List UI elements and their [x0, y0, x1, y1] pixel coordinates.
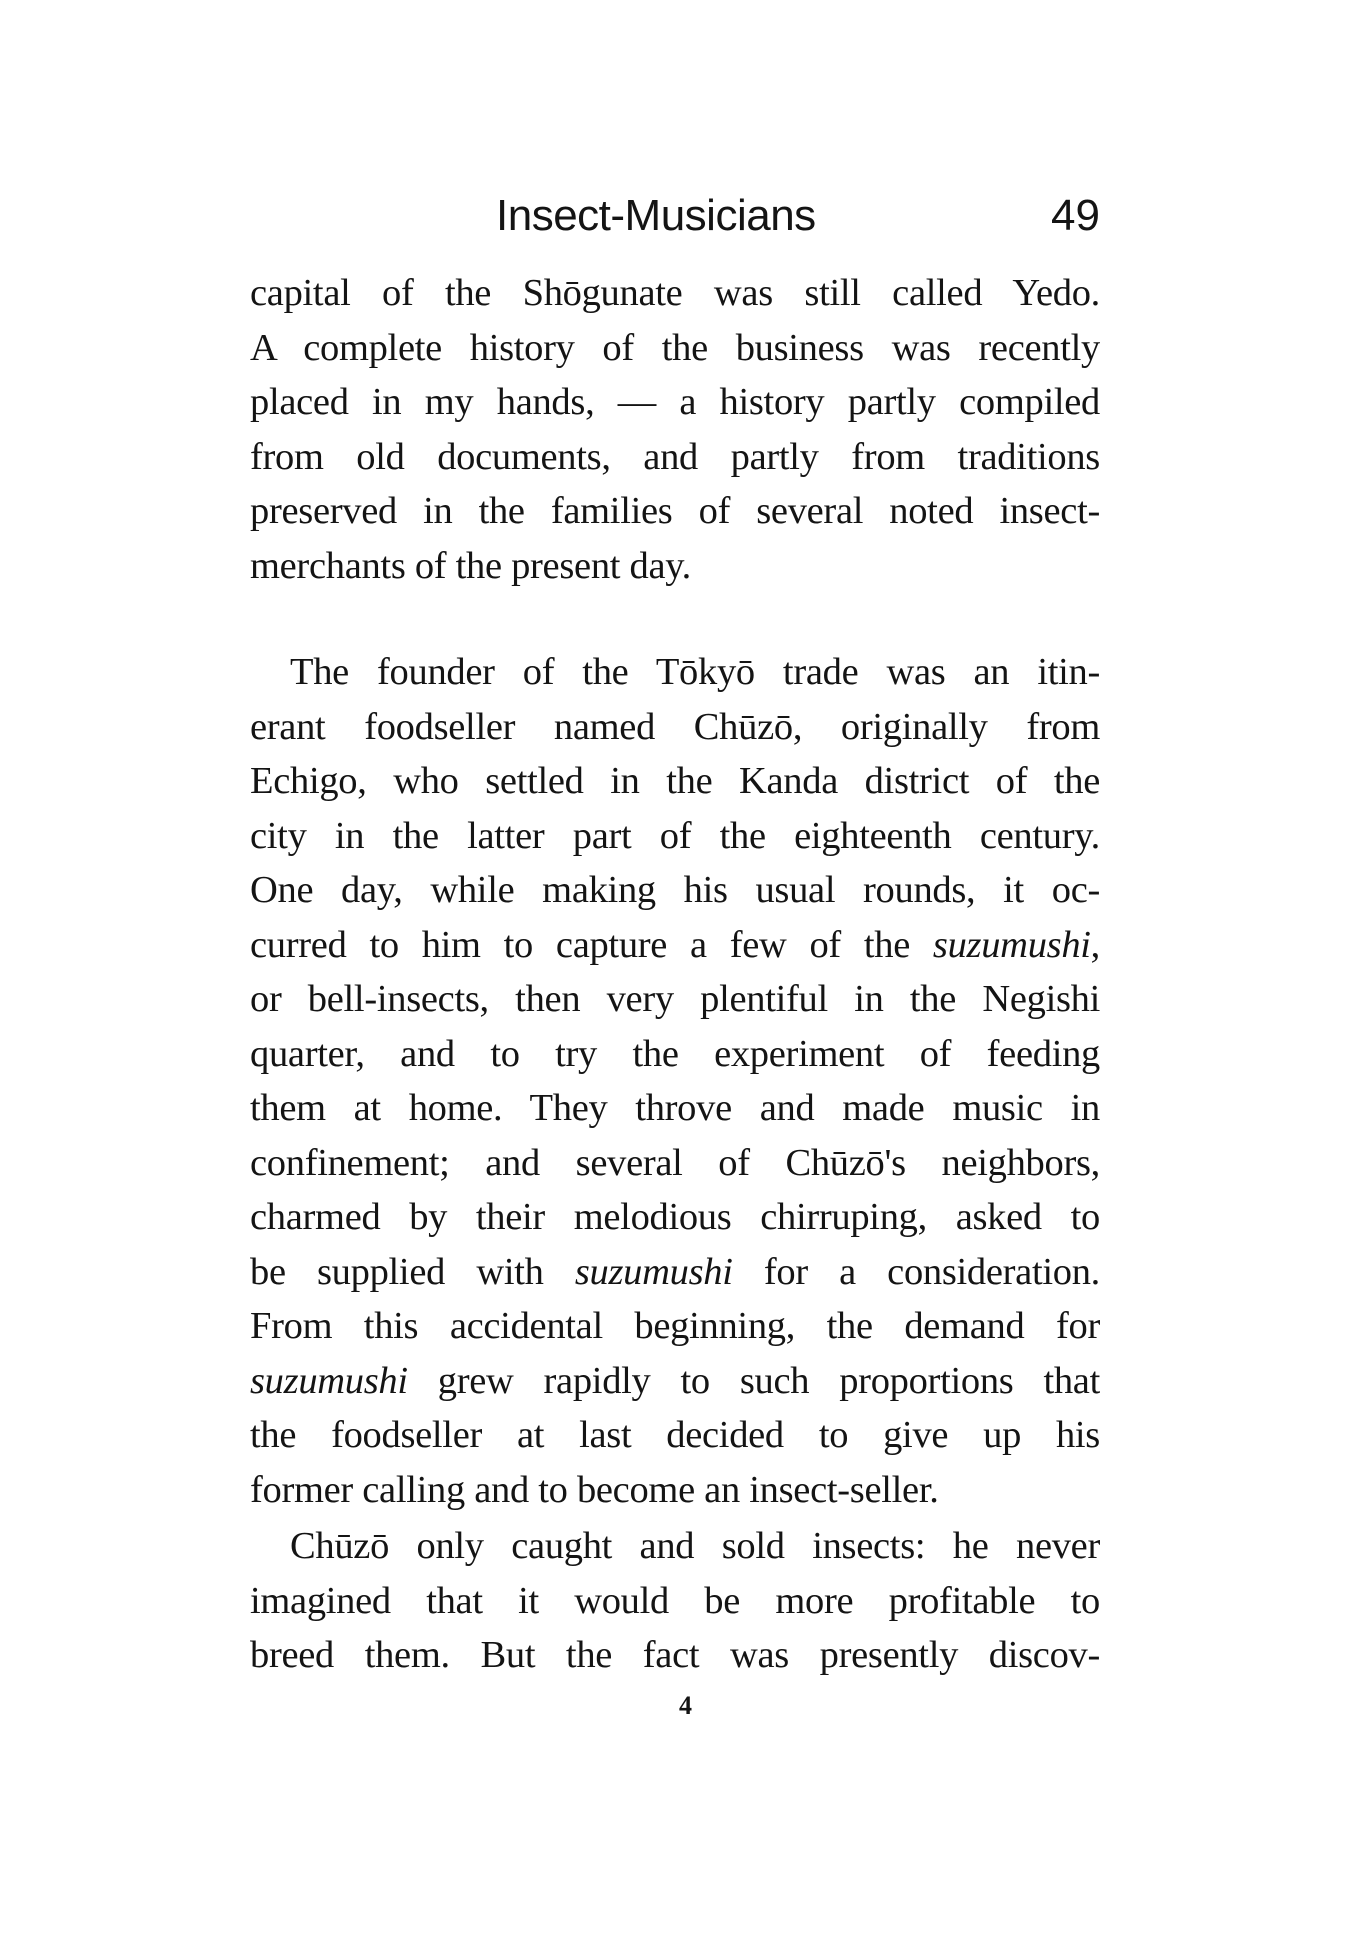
text-line: them at home. They throve and made music in	[250, 1087, 1100, 1129]
text-run: grew rapidly to such proportions that	[407, 1359, 1100, 1402]
text-line: imagined that it would be more profitable to	[250, 1579, 1100, 1622]
text-line: The founder of the Tōkyō trade was an itin-	[290, 651, 1100, 693]
text-line: city in the latter part of the eighteenth century.	[250, 814, 1100, 857]
text-line: capital of the Shōgunate was still called Yedo.	[250, 272, 1100, 314]
text-line: breed them. But the fact was presently discov-	[250, 1634, 1100, 1676]
text-line: charmed by their melodious chirruping, asked to	[250, 1196, 1100, 1238]
text-run: ,	[1090, 923, 1100, 966]
italic-term: suzumushi	[250, 1359, 408, 1402]
text-line: placed in my hands, — a history partly compiled	[250, 381, 1100, 423]
text-line: confinement; and several of Chūzō's neighbors,	[250, 1141, 1100, 1184]
text-line: the foodseller at last decided to give up his	[250, 1414, 1100, 1456]
text-line: From this accidental beginning, the demand for	[250, 1305, 1100, 1347]
text-run: curred to him to capture a few of the	[250, 923, 933, 966]
running-title: Insect-Musicians	[496, 191, 816, 240]
text-line	[250, 1354, 1100, 1409]
text-run: be supplied with	[250, 1250, 575, 1293]
page-number: 49	[1051, 191, 1100, 240]
text-line	[250, 918, 1100, 973]
text-line: merchants of the present day.	[250, 544, 692, 587]
text-line: One day, while making his usual rounds, it oc-	[250, 869, 1100, 911]
text-line: from old documents, and partly from traditions	[250, 435, 1100, 478]
text-run: for a consideration.	[732, 1250, 1100, 1293]
paragraph-gap	[250, 593, 1100, 645]
body-text	[250, 266, 1100, 1683]
text-line: former calling and to become an insect-seller.	[250, 1468, 939, 1511]
text-line: Echigo, who settled in the Kanda district of the	[250, 760, 1100, 802]
text-line: erant foodseller named Chūzō, originally from	[250, 705, 1100, 748]
text-line: Chūzō only caught and sold insects: he never	[290, 1525, 1100, 1567]
text-line: preserved in the families of several noted insect-	[250, 490, 1100, 532]
italic-term: suzumushi	[932, 923, 1091, 966]
text-line: or bell-insects, then very plentiful in the Negishi	[250, 978, 1100, 1020]
signature-mark: 4	[679, 1691, 692, 1720]
paragraph-1	[250, 266, 1100, 593]
paragraph-2	[250, 645, 1100, 1517]
text-line: A complete history of the business was recently	[250, 326, 1100, 369]
text-line: quarter, and to try the experiment of feeding	[250, 1032, 1100, 1075]
italic-term: suzumushi	[574, 1250, 733, 1293]
paragraph-3	[250, 1519, 1100, 1683]
running-head	[250, 186, 1100, 246]
text-line	[250, 1245, 1100, 1300]
